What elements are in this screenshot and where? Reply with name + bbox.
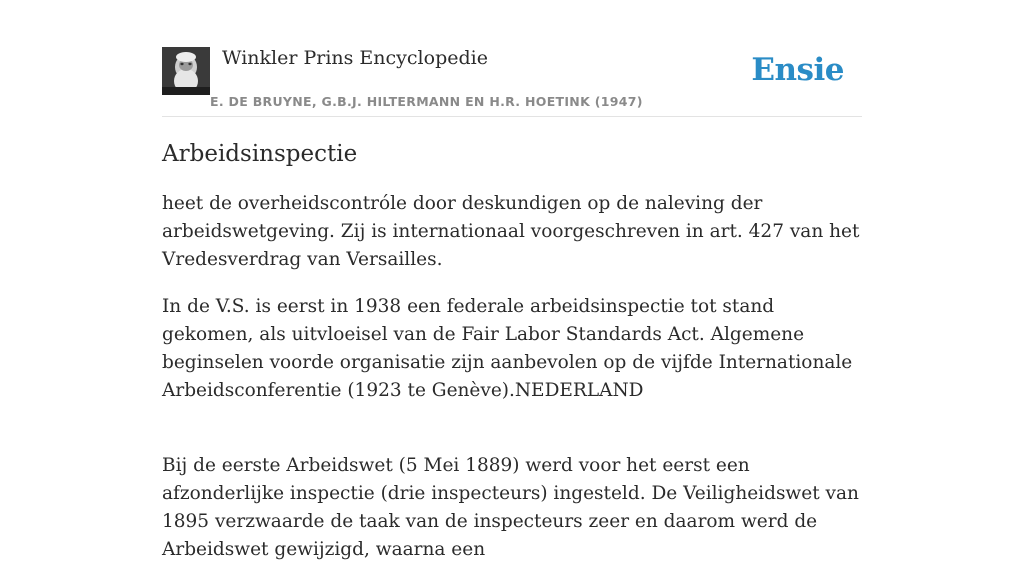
article-paragraph: In de V.S. is eerst in 1938 een federale arbeidsinspectie tot stand gekomen, als uitvloeisel van de Fair Labor Standards Act. Algemene beginselen voorde organisatie zijn aanbevolen op de vijfde Internationale Arbeidsconferentie (1923 te Genève).NEDERLAND bbox=[162, 296, 853, 401]
article-paragraph: heet de overheidscontróle door deskundigen op de naleving der arbeidswetgeving. Zij is internationaal voorgeschreven in art. 427 van het Vredesverdrag van Versailles. bbox=[162, 193, 860, 270]
article-paragraph: Bij de eerste Arbeidswet (5 Mei 1889) werd voor het eerst een afzonderlijke inspectie (drie inspecteurs) ingesteld. De Veiligheidswet van 1895 verzwaarde de taak van de inspecteurs zeer en daarom werd de Arbeidswet gewijzigd, waarna een bbox=[162, 455, 859, 560]
authors-line: E. DE BRUYNE, G.B.J. HILTERMANN EN H.R. HOETINK (1947) bbox=[210, 94, 643, 109]
author-avatar[interactable] bbox=[162, 47, 210, 95]
article bbox=[162, 138, 862, 583]
ensie-logo[interactable]: Ensie bbox=[751, 52, 844, 88]
header bbox=[162, 44, 862, 117]
article-title: Arbeidsinspectie bbox=[162, 141, 358, 167]
portrait-image bbox=[162, 47, 210, 95]
site-title[interactable]: Winkler Prins Encyclopedie bbox=[222, 47, 488, 69]
